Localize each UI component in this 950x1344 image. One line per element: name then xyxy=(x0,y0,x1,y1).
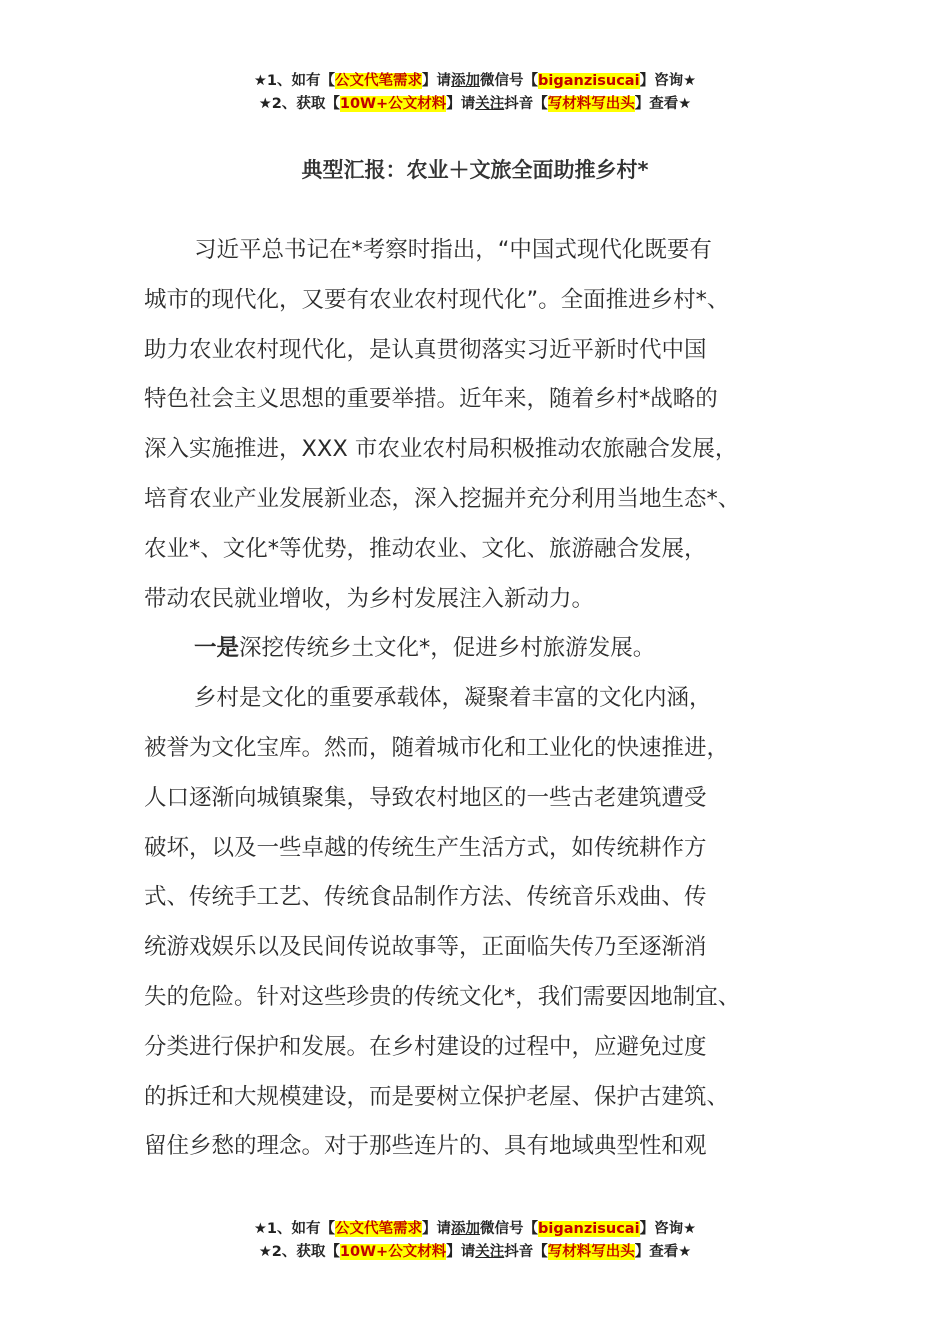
promo-wechat-id: biganzisucai xyxy=(538,73,640,89)
body-line: 城市的现代化，又要有农业农村现代化”。全面推进乡村*、 xyxy=(144,286,730,313)
promo-text: 抖音【 xyxy=(504,1244,548,1260)
promo-text: 微信号【 xyxy=(480,73,539,89)
promo-text: ★1、如有【 xyxy=(253,1221,336,1237)
body-line: 式、传统手工艺、传统食品制作方法、传统音乐戏曲、传 xyxy=(144,884,707,911)
promo-text: ★2、获取【 xyxy=(258,1244,340,1260)
promo-text: 】请 xyxy=(422,73,452,89)
section-heading-point1 xyxy=(144,624,824,674)
promo-text: 抖音【 xyxy=(504,96,548,112)
header-promo-banner xyxy=(0,70,950,116)
body-line: 助力农业农村现代化，是认真贯彻落实习近平新时代中国 xyxy=(144,336,707,363)
promo-wechat-id: biganzisucai xyxy=(538,1221,640,1237)
body-line: 失的危险。针对这些珍贵的传统文化*，我们需要因地制宜、 xyxy=(144,983,741,1010)
body-line: 统游戏娱乐以及民间传说故事等，正面临失传乃至逐渐消 xyxy=(144,934,707,961)
promo-text: ★2、获取【 xyxy=(258,96,340,112)
body-line: 破坏，以及一些卓越的传统生产生活方式，如传统耕作方 xyxy=(144,834,707,861)
promo-text: 】查看★ xyxy=(634,96,692,112)
promo-line-1 xyxy=(0,1218,950,1241)
promo-text: 】咨询★ xyxy=(639,73,697,89)
promo-text: 】请 xyxy=(446,96,476,112)
body-line: 农业*、文化*等优势，推动农业、文化、旅游融合发展， xyxy=(144,535,707,562)
promo-text: ★1、如有【 xyxy=(253,73,336,89)
promo-highlight: 10W+公文材料 xyxy=(339,1244,447,1260)
promo-line-1 xyxy=(0,70,950,93)
promo-text: 】咨询★ xyxy=(639,1221,697,1237)
body-line: 人口逐渐向城镇聚集，导致农村地区的一些古老建筑遭受 xyxy=(144,784,707,811)
body-line: 留住乡愁的理念。对于那些连片的、具有地域典型性和观 xyxy=(144,1133,707,1160)
body-line: 分类进行保护和发展。在乡村建设的过程中，应避免过度 xyxy=(144,1033,707,1060)
body-line: 培育农业产业发展新业态，深入挖掘并充分利用当地生态*、 xyxy=(144,485,741,512)
promo-highlight: 公文代笔需求 xyxy=(335,1221,423,1237)
promo-underline: 关注 xyxy=(475,96,505,112)
promo-text: 微信号【 xyxy=(480,1221,539,1237)
body-line: 深入实施推进，XXX 市农业农村局积极推动农旅融合发展， xyxy=(144,436,738,463)
body-line: 带动农民就业增收，为乡村发展注入新动力。 xyxy=(144,585,595,612)
promo-line-2 xyxy=(0,1241,950,1264)
body-line: 特色社会主义思想的重要举措。近年来，随着乡村*战略的 xyxy=(144,386,718,413)
promo-douyin-id: 写材料写出头 xyxy=(547,1244,635,1260)
promo-highlight: 公文代笔需求 xyxy=(335,73,423,89)
promo-line-2 xyxy=(0,93,950,116)
point-label: 一是 xyxy=(194,635,240,662)
promo-underline: 添加 xyxy=(451,73,481,89)
body-line: 乡村是文化的重要承载体，凝聚着丰富的文化内涵， xyxy=(194,685,712,712)
body-line: 习近平总书记在*考察时指出，“中国式现代化既要有 xyxy=(194,237,712,263)
promo-underline: 添加 xyxy=(451,1221,481,1237)
body-line: 的拆迁和大规模建设，而是要树立保护老屋、保护古建筑、 xyxy=(144,1083,730,1110)
footer-promo-banner xyxy=(0,1218,950,1264)
point-text: 深挖传统乡土文化*，促进乡村旅游发展。 xyxy=(239,635,656,662)
body-line: 被誉为文化宝库。然而，随着城市化和工业化的快速推进， xyxy=(144,734,730,761)
promo-underline: 关注 xyxy=(475,1244,505,1260)
document-title: 典型汇报：农业＋文旅全面助推乡村* xyxy=(301,158,649,182)
document-body xyxy=(144,226,824,1172)
promo-text: 】查看★ xyxy=(634,1244,692,1260)
promo-text: 】请 xyxy=(422,1221,452,1237)
promo-highlight: 10W+公文材料 xyxy=(339,96,447,112)
promo-text: 】请 xyxy=(446,1244,476,1260)
promo-douyin-id: 写材料写出头 xyxy=(547,96,635,112)
